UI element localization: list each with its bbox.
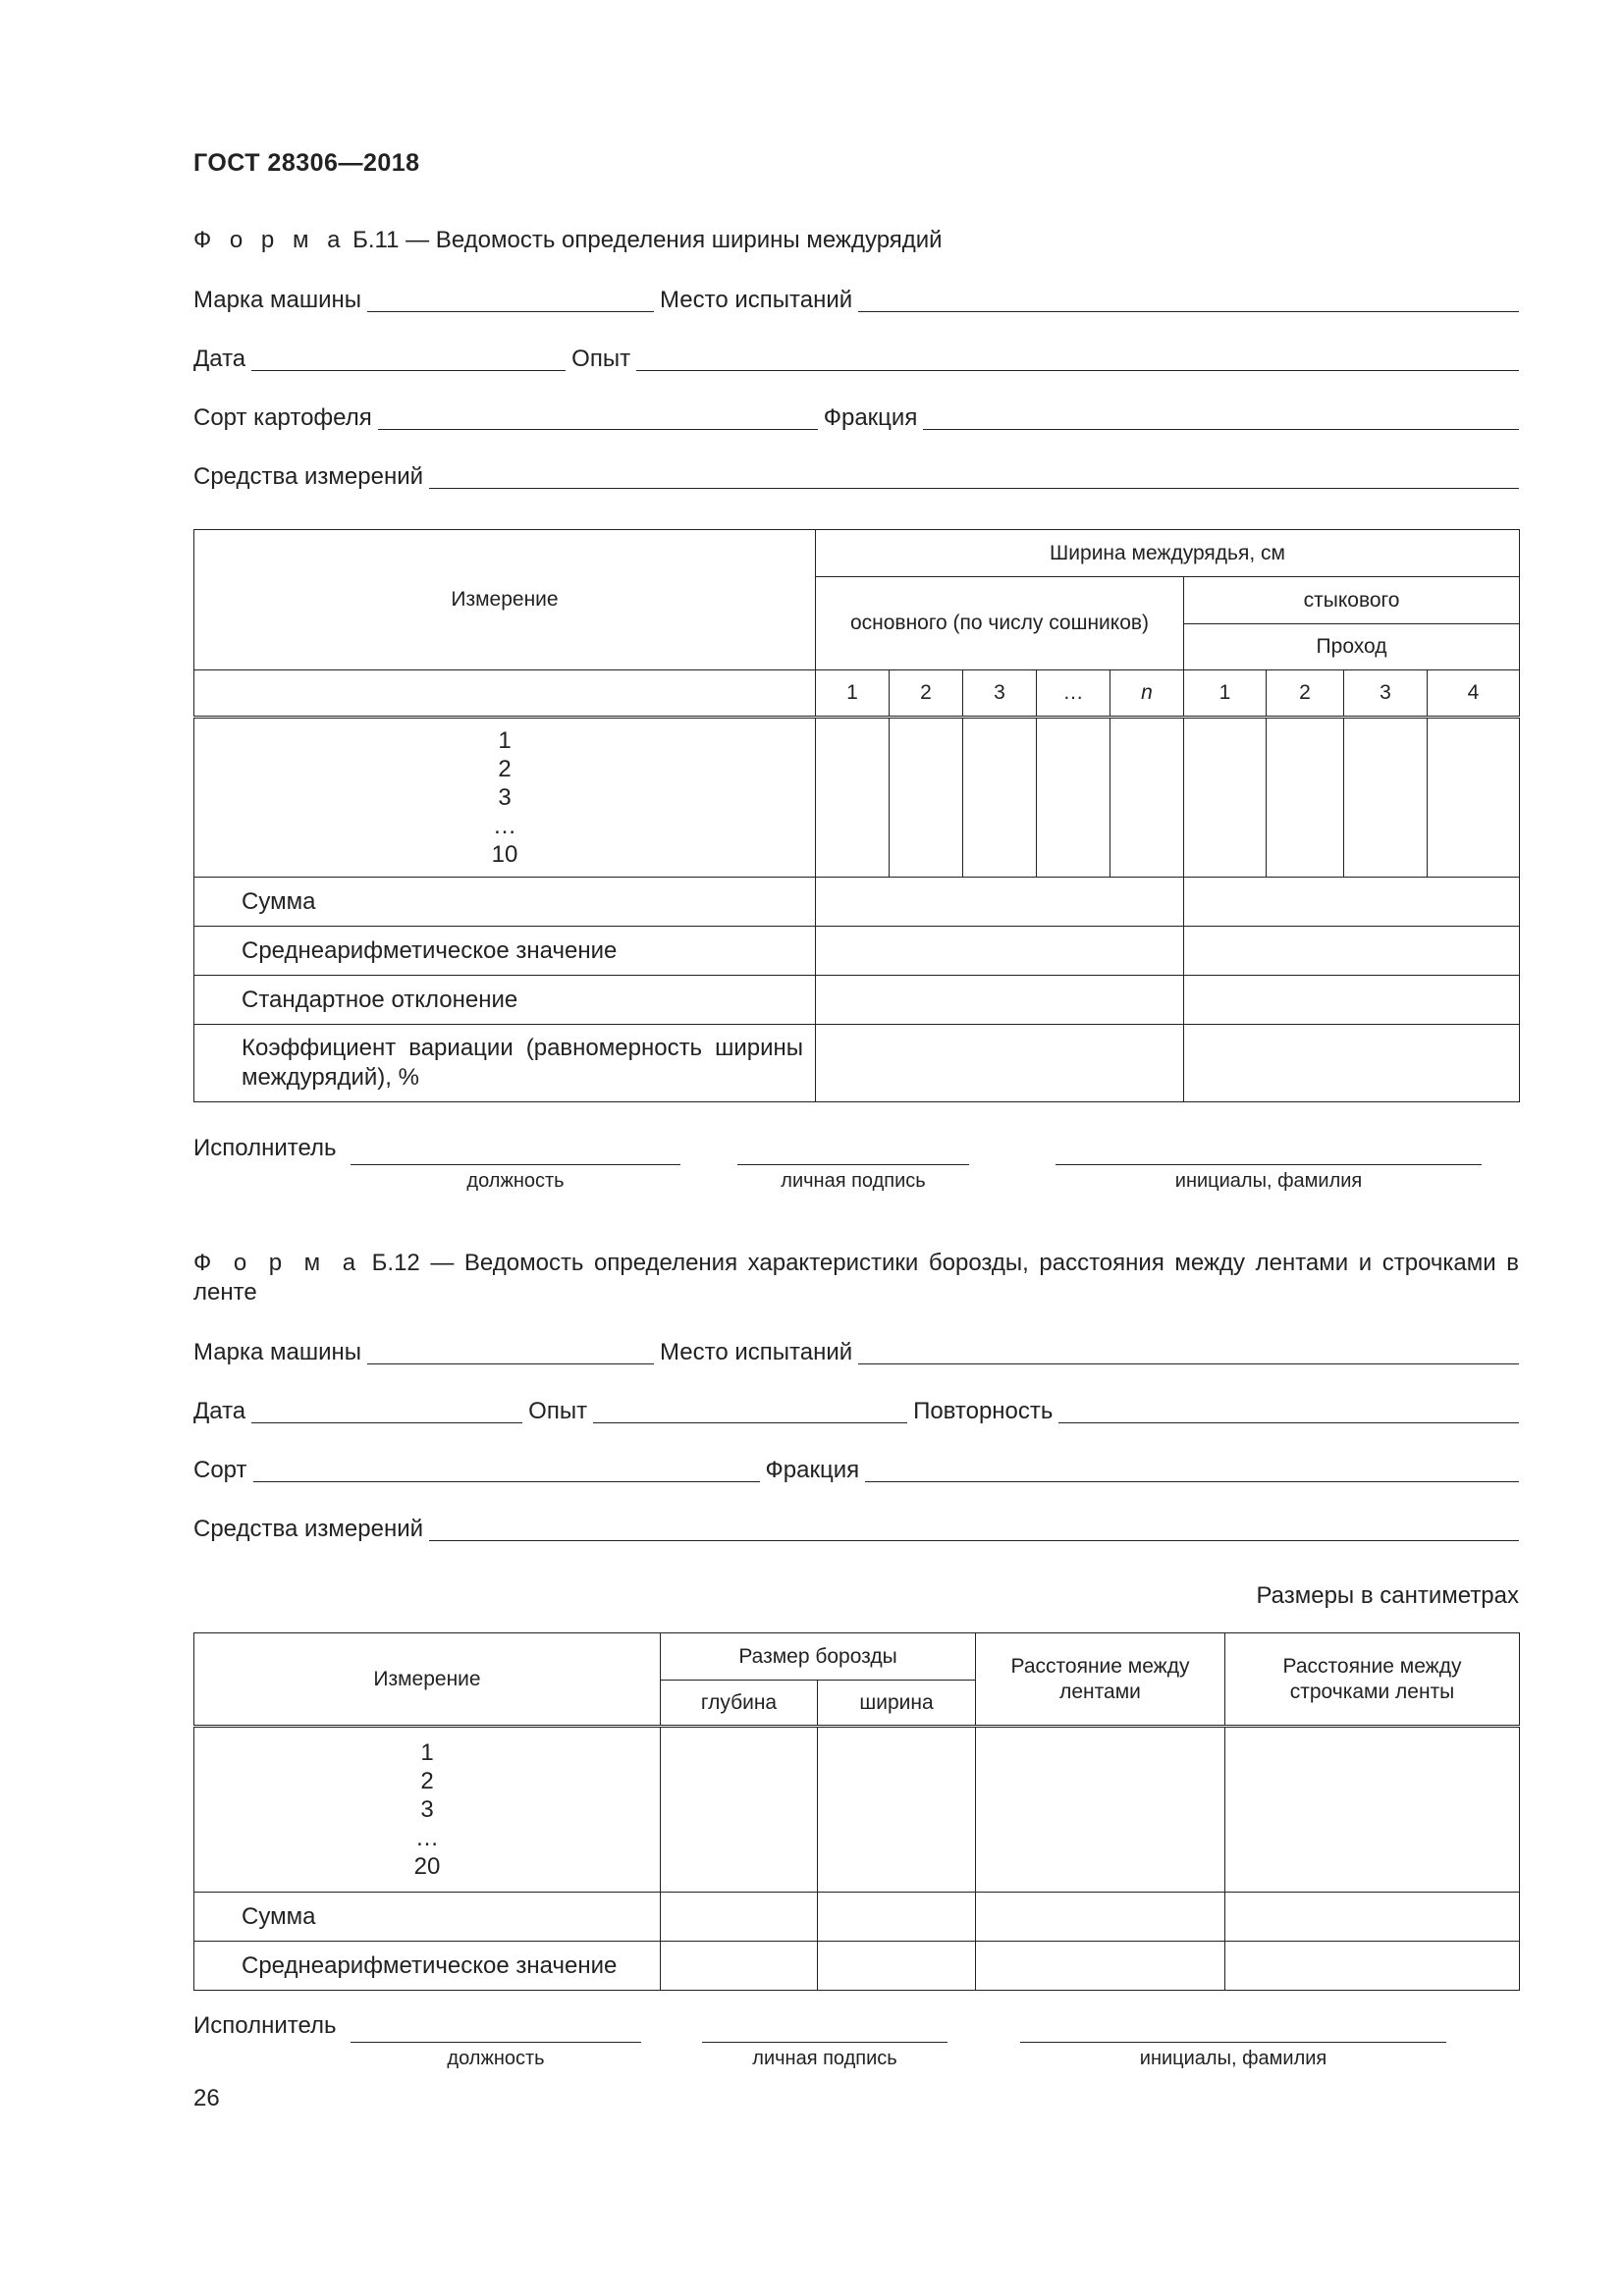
data-cell[interactable] [818,1893,976,1942]
position-caption: должность [447,2048,545,2069]
sum-label: Сумма [194,878,816,927]
place-input[interactable] [858,1362,1519,1364]
form-b12-line-date [193,1396,1519,1427]
form-b12-line-machine [193,1337,1519,1368]
fraction-label: Фракция [823,404,918,431]
fraction-label: Фракция [765,1457,860,1483]
pass-col-2: 2 [1267,670,1344,718]
form-b12-line-instruments [193,1514,1519,1545]
machine-input[interactable] [367,310,654,312]
std-label: Стандартное отклонение [194,976,816,1025]
experiment-label: Опыт [528,1398,588,1424]
page-number: 26 [193,2085,220,2111]
experiment-input[interactable] [593,1421,907,1423]
form-b12-title [193,1249,1519,1308]
machine-input[interactable] [367,1362,654,1364]
form-b12-signature [193,2012,1519,2071]
form-b11-line-variety [193,402,1519,434]
form-b11-signature [193,1135,1519,1194]
place-input[interactable] [858,310,1519,312]
variety-input[interactable] [253,1480,760,1482]
data-cell[interactable] [976,1942,1225,1991]
data-cell[interactable] [1225,1727,1520,1893]
width-header: ширина [818,1681,976,1727]
between-bands-header: Расстояние между лентами [976,1633,1225,1727]
data-cell[interactable] [1184,718,1267,878]
experiment-label: Опыт [571,346,631,372]
signature-caption: личная подпись [781,1170,926,1192]
form-b12-line-variety [193,1455,1519,1486]
form-b11-line-date [193,344,1519,375]
document-standard-title: ГОСТ 28306—2018 [193,149,420,177]
name-input[interactable] [1020,2042,1446,2043]
data-cell[interactable] [1225,1893,1520,1942]
mean-joint-cell[interactable] [1184,927,1520,976]
form-b12-title-prefix: Ф о р м а [193,1250,362,1276]
data-cell[interactable] [816,718,890,878]
between-rows-header: Расстояние между строчками ленты [1225,1633,1520,1727]
position-input[interactable] [351,1164,680,1165]
data-cell[interactable] [818,1727,976,1893]
main-col-1: 1 [816,670,890,718]
machine-label: Марка машины [193,1339,362,1365]
performer-label: Исполнитель [193,2012,337,2039]
measurement-header: Измерение [194,1633,661,1727]
instruments-input[interactable] [429,487,1519,489]
form-b11-line-instruments [193,461,1519,493]
form-b11-line-machine [193,285,1519,316]
name-caption: инициалы, фамилия [1174,1170,1363,1192]
data-cell[interactable] [976,1727,1225,1893]
cv-label: Коэффициент вариации (равномерность ширины междурядий), % [194,1025,816,1102]
data-cell[interactable] [661,1727,818,1893]
depth-header: глубина [661,1681,818,1727]
cv-main-cell[interactable] [816,1025,1184,1102]
sum-main-cell[interactable] [816,878,1184,927]
main-header: основного (по числу сошников) [816,577,1184,670]
row-number: 1 [498,727,512,754]
row-number: 1 [420,1739,434,1766]
data-cell[interactable] [890,718,963,878]
pass-header: Проход [1184,624,1520,670]
fraction-input[interactable] [865,1480,1519,1482]
data-cell[interactable] [818,1942,976,1991]
machine-label: Марка машины [193,287,362,313]
width-header: Ширина междурядья, см [816,530,1520,577]
main-col-n: n [1110,670,1184,718]
date-input[interactable] [251,369,566,371]
std-joint-cell[interactable] [1184,976,1520,1025]
signature-caption: личная подпись [752,2048,897,2069]
mean-label: Среднеарифметическое значение [194,1942,661,1991]
data-cell[interactable] [1267,718,1344,878]
signature-input[interactable] [702,2042,947,2043]
form-b12-title-text: Б.12 — Ведомость определения характеристики борозды, расстояния между лентами и строчками в ленте [193,1250,1519,1306]
form-b11-title-prefix: Ф о р м а [193,227,347,253]
measurement-numbers [194,718,816,878]
main-col-2: 2 [890,670,963,718]
units-note: Размеры в сантиметрах [1256,1582,1519,1609]
row-number: 2 [420,1768,434,1794]
repetition-input[interactable] [1058,1421,1519,1423]
signature-input[interactable] [737,1164,969,1165]
repetition-label: Повторность [913,1398,1054,1424]
measurement-numbers [194,1727,661,1893]
data-cell[interactable] [661,1893,818,1942]
sum-label: Сумма [194,1893,661,1942]
row-number: 20 [413,1853,441,1880]
form-b12-table [193,1632,1520,1991]
fraction-input[interactable] [923,428,1519,430]
data-cell[interactable] [963,718,1037,878]
data-cell[interactable] [1428,718,1520,878]
main-col-3: 3 [963,670,1037,718]
measurement-header: Измерение [194,530,816,670]
instruments-label: Средства измерений [193,1516,424,1542]
measurement-spacer [194,670,816,718]
variety-label: Сорт картофеля [193,404,372,431]
place-label: Место испытаний [660,287,853,313]
place-label: Место испытаний [660,1339,853,1365]
performer-label: Исполнитель [193,1135,337,1161]
variety-label: Сорт [193,1457,247,1483]
mean-main-cell[interactable] [816,927,1184,976]
row-number: … [415,1825,439,1851]
pass-col-4: 4 [1428,670,1520,718]
pass-col-1: 1 [1184,670,1267,718]
data-cell[interactable] [1344,718,1428,878]
data-cell[interactable] [661,1942,818,1991]
cv-joint-cell[interactable] [1184,1025,1520,1102]
row-number: 3 [420,1796,434,1823]
row-number: 2 [498,756,512,782]
instruments-input[interactable] [429,1539,1519,1541]
instruments-label: Средства измерений [193,463,424,490]
std-main-cell[interactable] [816,976,1184,1025]
furrow-header: Размер борозды [661,1633,976,1681]
date-input[interactable] [251,1421,522,1423]
joint-header: стыкового [1184,577,1520,624]
date-label: Дата [193,1398,246,1424]
row-number: 3 [498,784,512,811]
variety-input[interactable] [378,428,818,430]
position-caption: должность [466,1170,565,1192]
main-col-ellipsis: … [1037,670,1110,718]
row-number: … [493,813,516,839]
data-cell[interactable] [976,1893,1225,1942]
data-cell[interactable] [1037,718,1110,878]
name-caption: инициалы, фамилия [1139,2048,1327,2069]
row-number: 10 [491,841,518,868]
date-label: Дата [193,346,246,372]
pass-col-3: 3 [1344,670,1428,718]
form-b11-title-text: Б.11 — Ведомость определения ширины междурядий [352,227,943,253]
position-input[interactable] [351,2042,641,2043]
mean-label: Среднеарифметическое значение [194,927,816,976]
experiment-input[interactable] [636,369,1519,371]
data-cell[interactable] [1225,1942,1520,1991]
form-b11-table [193,529,1520,1102]
sum-joint-cell[interactable] [1184,878,1520,927]
name-input[interactable] [1056,1164,1482,1165]
data-cell[interactable] [1110,718,1184,878]
form-b11-title [193,226,1519,255]
